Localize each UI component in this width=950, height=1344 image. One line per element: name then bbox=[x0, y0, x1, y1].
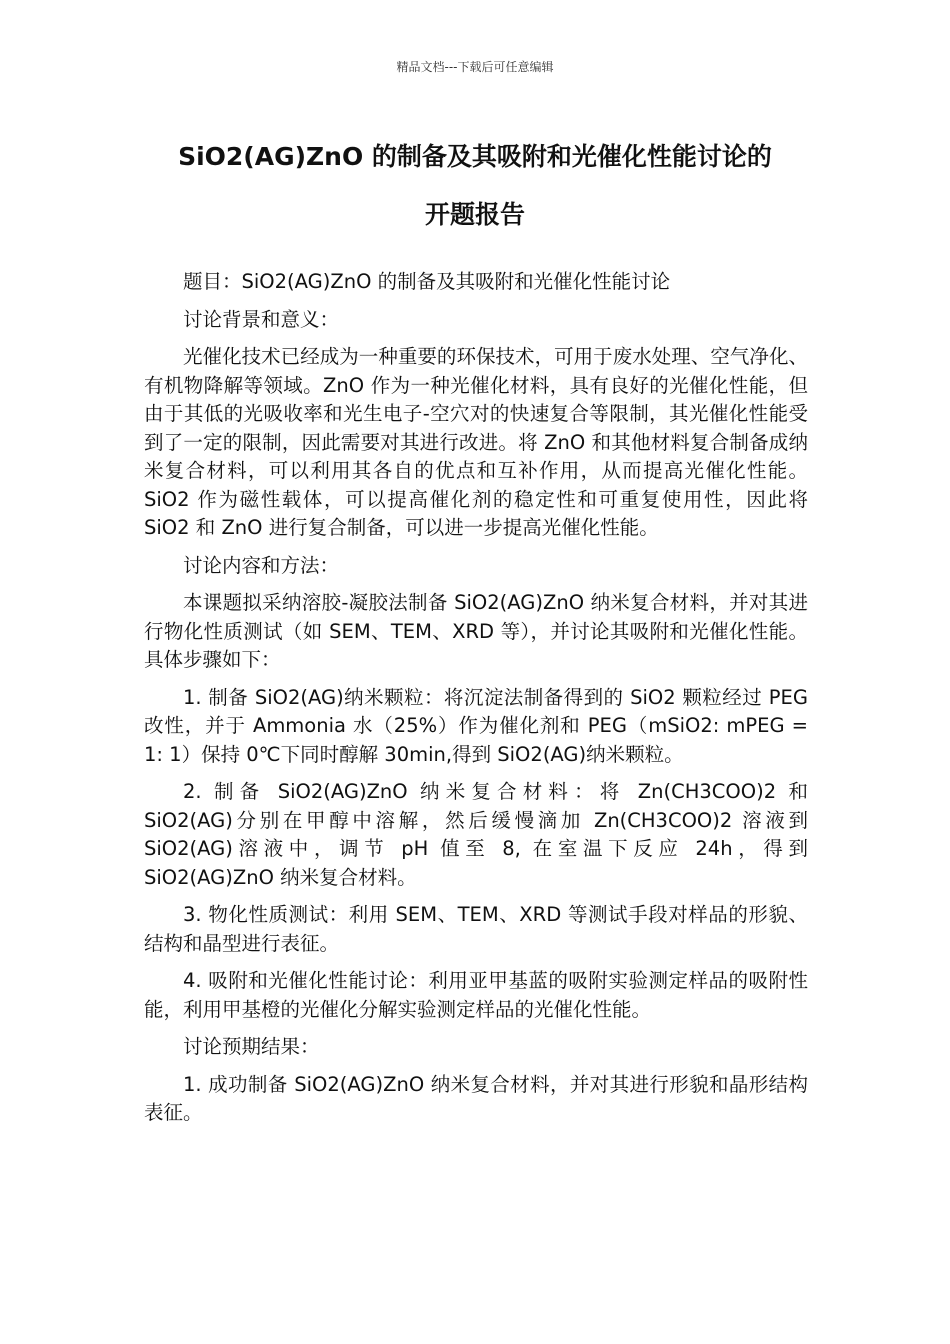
header-note: 精品文档---下载后可任意编辑 bbox=[396, 60, 554, 74]
topic-line: 题目：SiO2(AG)ZnO 的制备及其吸附和光催化性能讨论 bbox=[183, 270, 671, 293]
section-heading-background: 讨论背景和意义： bbox=[183, 307, 340, 331]
title-line-1: SiO2(AG)ZnO 的制备及其吸附和光催化性能讨论的 bbox=[178, 142, 772, 171]
result-1: 1. 成功制备 SiO2(AG)ZnO 纳米复合材料，并对其进行形貌和晶形结构表征。 bbox=[144, 1072, 808, 1124]
title-line-2: 开题报告 bbox=[424, 200, 525, 229]
section-heading-methods: 讨论内容和方法： bbox=[183, 553, 340, 577]
step-4: 4. 吸附和光催化性能讨论：利用亚甲基蓝的吸附实验测定样品的吸附性能，利用甲基橙的光催化分解实验测定样品的光催化性能。 bbox=[144, 969, 808, 1021]
page-title bbox=[120, 128, 830, 244]
step-3: 3. 物化性质测试：利用 SEM、TEM、XRD 等测试手段对样品的形貌、结构和晶型进行表征。 bbox=[144, 903, 808, 955]
background-paragraph: 光催化技术已经成为一种重要的环保技术，可用于废水处理、空气净化、有机物降解等领域。ZnO 作为一种光催化材料，具有良好的光催化性能，但由于其低的光吸收率和光生电子-空穴对的快速复合等限制，其光催化性能受到了一定的限制，因此需要对其进行改进。将 ZnO 和其他材料复合制备成纳米复合材料，可以利用其各自的优点和互补作用，从而提高光催化性能。SiO2 作为磁性载体，可以提高催化剂的稳定性和可重复使用性，因此将 SiO2 和 ZnO 进行复合制备，可以进一步提高光催化性能。 bbox=[144, 345, 808, 539]
step-2: 2. 制备 SiO2(AG)ZnO 纳米复合材料：将 Zn(CH3COO)2 和 SiO2(AG)分别在甲醇中溶解，然后缓慢滴加 Zn(CH3COO)2 溶液到 SiO2(AG)溶液中，调节 pH 值至 8, 在室温下反应 24h，得到 SiO2(AG)ZnO 纳米复合材料。 bbox=[144, 780, 808, 889]
document-body bbox=[144, 268, 808, 1137]
methods-paragraph: 本课题拟采纳溶胶-凝胶法制备 SiO2(AG)ZnO 纳米复合材料，并对其进行物化性质测试（如 SEM、TEM、XRD 等），并讨论其吸附和光催化性能。具体步骤如下： bbox=[144, 591, 808, 671]
step-1: 1. 制备 SiO2(AG)纳米颗粒：将沉淀法制备得到的 SiO2 颗粒经过 PEG 改性，并于 Ammonia 水（25%）作为催化剂和 PEG（mSiO2: mPEG = 1: 1）保持 0℃下同时醇解 30min,得到 SiO2(AG)纳米颗粒。 bbox=[144, 685, 808, 766]
section-heading-expected-results: 讨论预期结果： bbox=[183, 1035, 320, 1058]
